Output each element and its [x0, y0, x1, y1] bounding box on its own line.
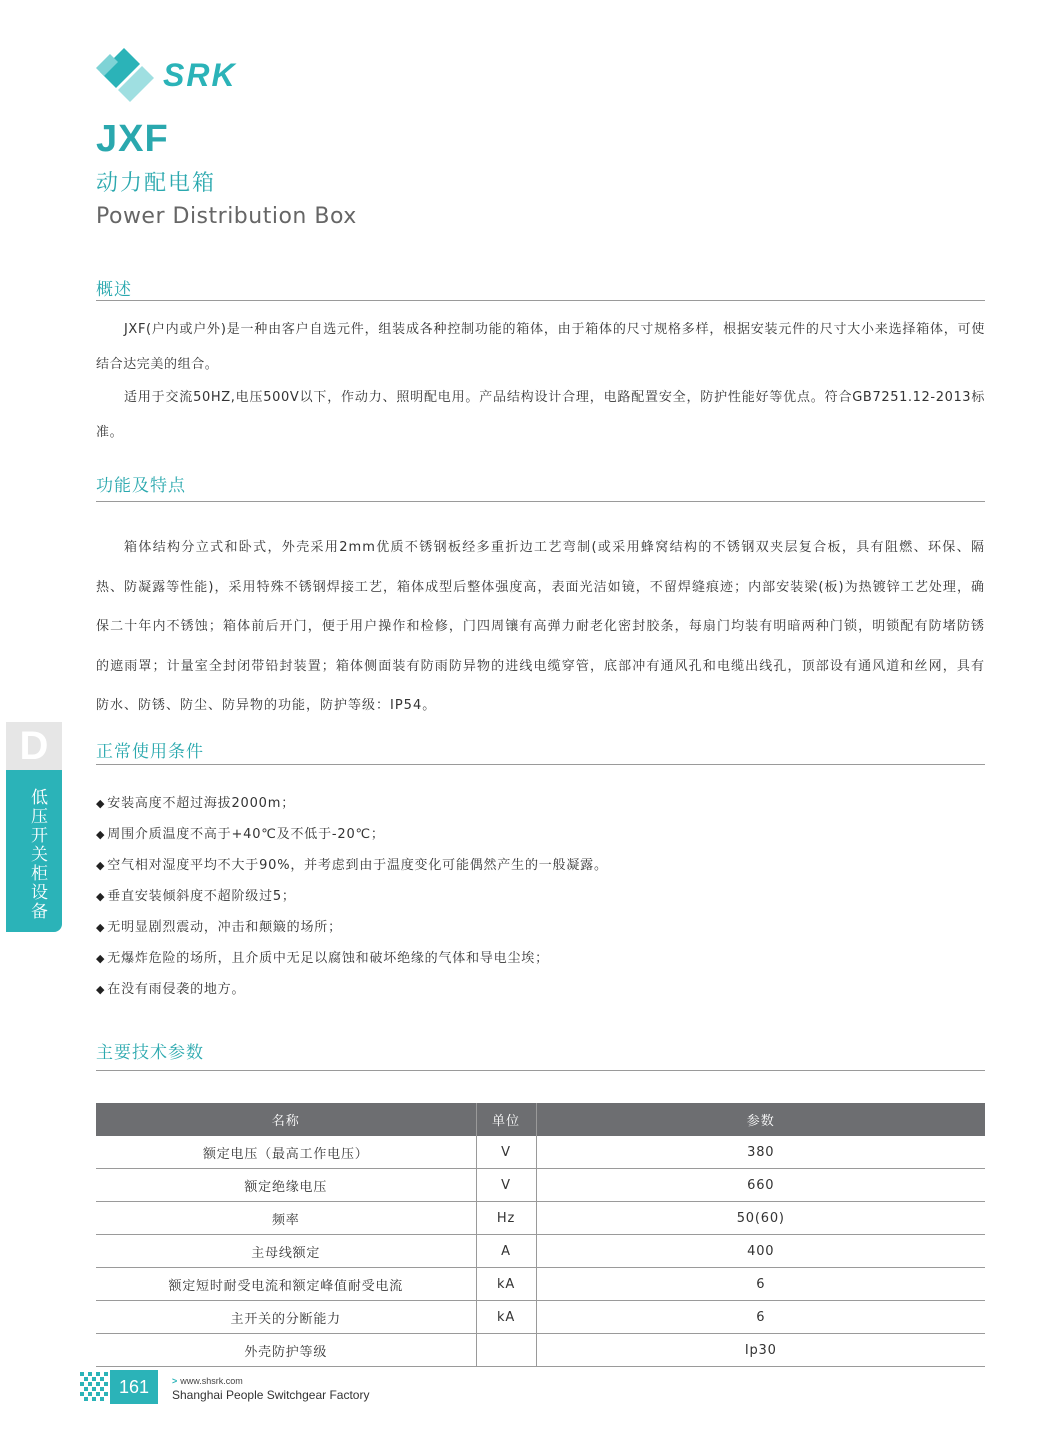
param-unit: kA [476, 1268, 536, 1301]
param-unit: Hz [476, 1202, 536, 1235]
params-divider [96, 1070, 985, 1071]
diamond-bullet-icon: ◆ [96, 859, 106, 872]
param-value: 50(60) [536, 1202, 985, 1235]
conditions-divider [96, 764, 985, 765]
param-name: 主开关的分断能力 [96, 1301, 476, 1334]
param-unit: V [476, 1136, 536, 1169]
table-row [96, 1268, 985, 1301]
diamond-bullet-icon: ◆ [96, 890, 106, 903]
footer-factory-name: Shanghai People Switchgear Factory [172, 1388, 370, 1402]
param-name: 额定电压（最高工作电压） [96, 1136, 476, 1169]
conditions-heading: 正常使用条件 [96, 742, 204, 762]
features-divider [96, 501, 985, 502]
params-table [96, 1103, 985, 1367]
column-header: 单位 [476, 1103, 536, 1136]
diamond-bullet-icon: ◆ [96, 983, 106, 996]
param-name: 额定绝缘电压 [96, 1169, 476, 1202]
diamond-bullet-icon: ◆ [96, 952, 106, 965]
diamond-bullet-icon: ◆ [96, 828, 106, 841]
diamond-bullet-icon: ◆ [96, 921, 106, 934]
param-value: 660 [536, 1169, 985, 1202]
param-name: 主母线额定 [96, 1235, 476, 1268]
diamond-bullet-icon: ◆ [96, 797, 106, 810]
param-value: 6 [536, 1301, 985, 1334]
list-item: ◆ 无爆炸危险的场所，且介质中无足以腐蚀和破坏绝缘的气体和导电尘埃； [96, 951, 549, 966]
list-item: ◆ 无明显剧烈震动，冲击和颠簸的场所； [96, 920, 342, 935]
column-header: 参数 [536, 1103, 985, 1136]
overview-paragraph-2: 适用于交流50HZ,电压500V以下，作动力、照明配电用。产品结构设计合理，电路配置安全，防护性能好等优点。符合GB7251.12-2013标准。 [96, 390, 985, 440]
param-value: 6 [536, 1268, 985, 1301]
conditions-list [96, 792, 985, 1009]
arrow-right-icon: > [172, 1376, 178, 1386]
table-header-row [96, 1103, 985, 1136]
side-category-tab [6, 770, 62, 932]
product-title-en: Power Distribution Box [96, 204, 357, 229]
section-letter: D [6, 722, 62, 770]
overview-paragraph-1: JXF(户内或户外)是一种由客户自选元件，组装成各种控制功能的箱体，由于箱体的尺寸规格多样，根据安装元件的尺寸大小来选择箱体，可使结合达完美的组合。 [96, 322, 985, 372]
param-name: 频率 [96, 1202, 476, 1235]
param-unit: kA [476, 1301, 536, 1334]
param-value: 400 [536, 1235, 985, 1268]
param-unit: A [476, 1235, 536, 1268]
list-item: ◆ 空气相对湿度平均不大于90%，并考虑到由于温度变化可能偶然产生的一般凝露。 [96, 858, 608, 873]
product-title-cn: 动力配电箱 [96, 171, 217, 196]
logo-mark-icon [96, 44, 162, 102]
features-paragraph: 箱体结构分立式和卧式，外壳采用2mm优质不锈钢板经多重折边工艺弯制(或采用蜂窝结构的不锈钢双夹层复合板，具有阻燃、环保、隔热、防凝露等性能)，采用特殊不锈钢焊接工艺，箱体成型后整体强度高，表面光洁如镜，不留焊缝痕迹；内部安装梁(板)为热镀锌工艺处理，确保二十年内不锈蚀；箱体前后开门，便于用户操作和检修，门四周镶有高弹力耐老化密封胶条，每扇门均装有明暗两种门锁，明锁配有防堵防锈的遮雨罩；计量室全封闭带铅封装置；箱体侧面装有防雨防异物的进线电缆穿管，底部冲有通风孔和电缆出线孔，顶部设有通风道和丝网，具有防水、防锈、防尘、防异物的功能，防护等级：IP54。 [96, 540, 985, 713]
param-name: 额定短时耐受电流和额定峰值耐受电流 [96, 1268, 476, 1301]
param-unit [476, 1334, 536, 1367]
table-row [96, 1301, 985, 1334]
product-model: JXF [96, 118, 169, 160]
logo-text: SRK [163, 57, 237, 93]
overview-divider [96, 300, 985, 301]
table-row [96, 1235, 985, 1268]
table-row [96, 1202, 985, 1235]
column-header: 名称 [96, 1103, 476, 1136]
param-unit: V [476, 1169, 536, 1202]
table-row [96, 1334, 985, 1367]
param-name: 外壳防护等级 [96, 1334, 476, 1367]
table-row [96, 1169, 985, 1202]
param-value: 380 [536, 1136, 985, 1169]
list-item: ◆ 在没有雨侵袭的地方。 [96, 982, 246, 997]
overview-heading: 概述 [96, 280, 132, 300]
list-item: ◆ 安装高度不超过海拔2000m； [96, 796, 296, 811]
side-category-label: 低压开关柜设备 [27, 788, 47, 921]
page-number: 161 [110, 1370, 158, 1404]
brand-logo [96, 44, 266, 102]
features-heading: 功能及特点 [96, 476, 186, 496]
params-heading: 主要技术参数 [96, 1043, 204, 1063]
table-row [96, 1136, 985, 1169]
param-value: Ip30 [536, 1334, 985, 1367]
footer-website: > www.shsrk.com [172, 1376, 243, 1386]
list-item: ◆ 垂直安装倾斜度不超阶级过5； [96, 889, 296, 904]
list-item: ◆ 周围介质温度不高于+40℃及不低于-20℃； [96, 827, 385, 842]
